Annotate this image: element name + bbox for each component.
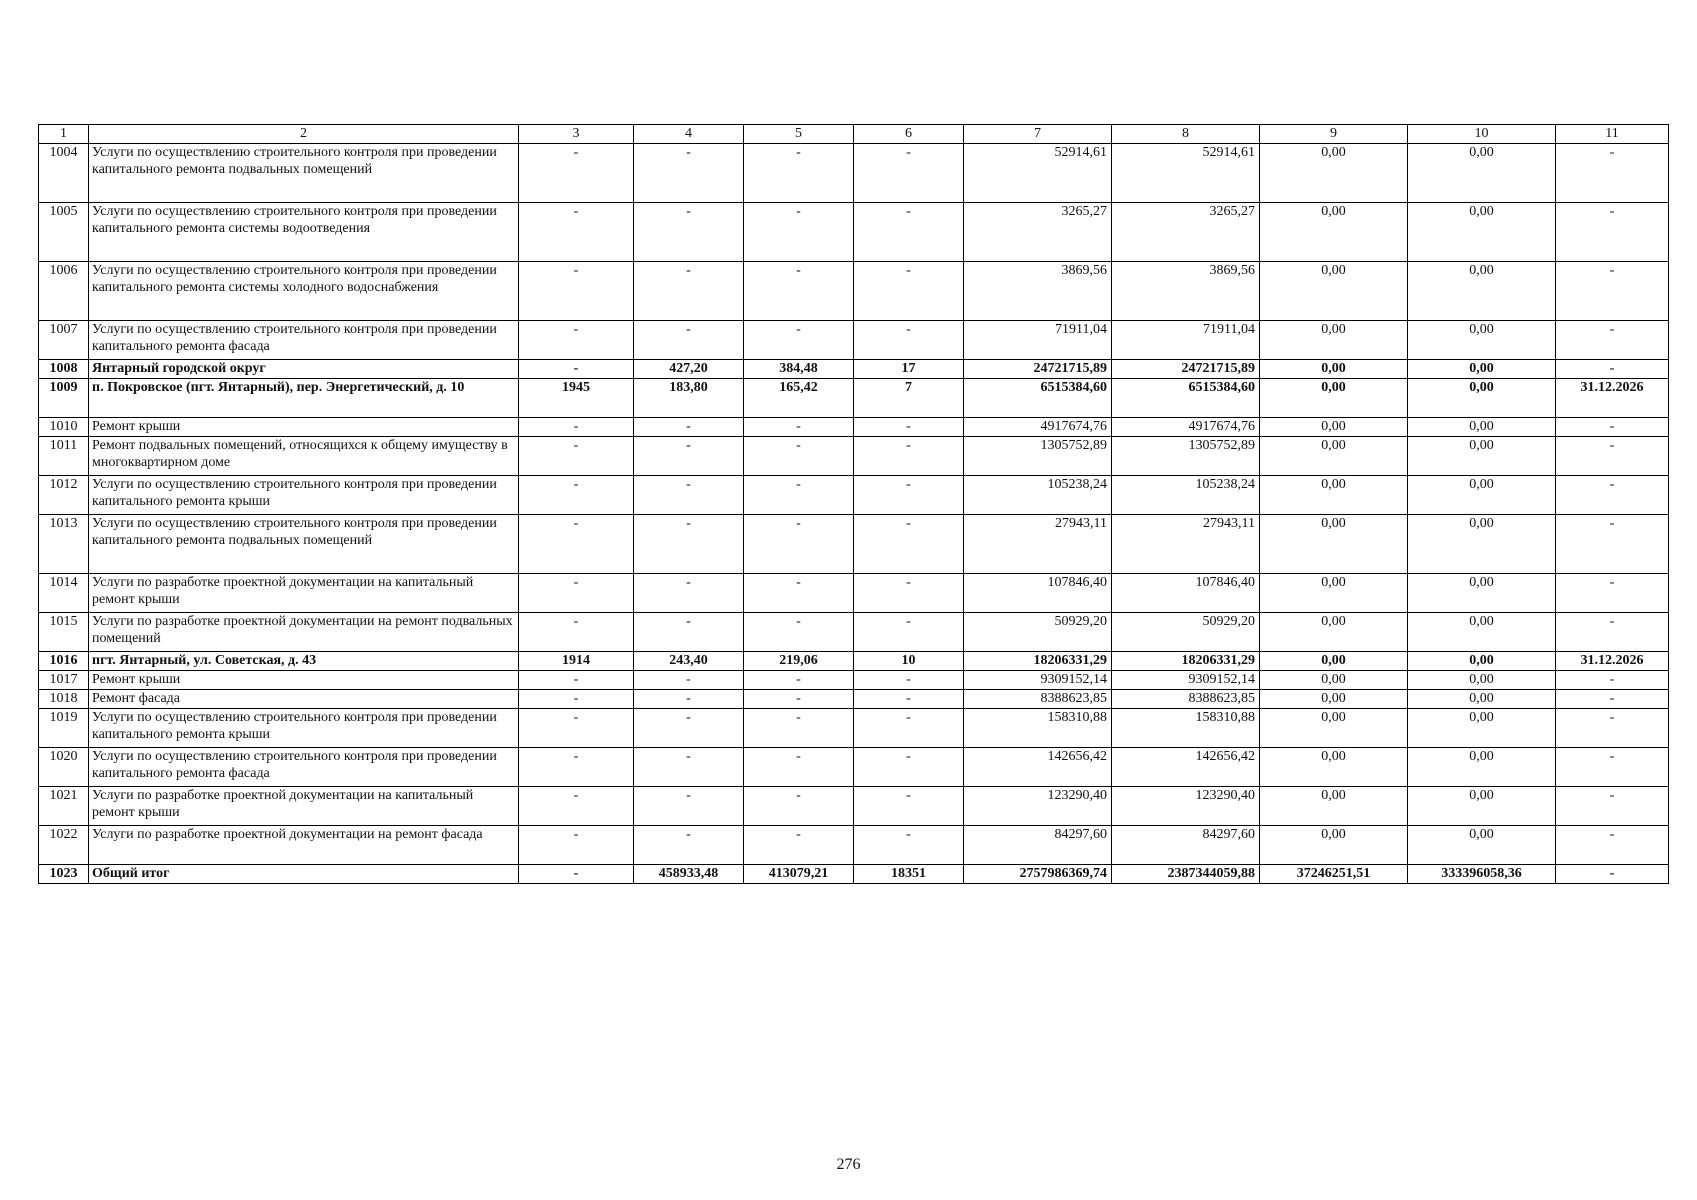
col8-cell: 52914,61: [1112, 144, 1260, 203]
row-number: 1022: [39, 826, 89, 865]
col4-cell: -: [634, 787, 744, 826]
col4-cell: -: [634, 574, 744, 613]
col3-cell: 1945: [519, 379, 634, 418]
col6-cell: -: [854, 321, 964, 360]
col4-cell: -: [634, 748, 744, 787]
col10-cell: 0,00: [1408, 515, 1556, 574]
col11-cell: -: [1556, 709, 1669, 748]
col7-cell: 50929,20: [964, 613, 1112, 652]
col8-cell: 71911,04: [1112, 321, 1260, 360]
col6-cell: 18351: [854, 865, 964, 884]
col10-cell: 0,00: [1408, 379, 1556, 418]
col11-cell: 31.12.2026: [1556, 652, 1669, 671]
col3-cell: -: [519, 748, 634, 787]
col5-cell: -: [744, 203, 854, 262]
row-description: Услуги по осуществлению строительного контроля при проведении капитального ремонта системы водоотведения: [89, 203, 519, 262]
col10-cell: 0,00: [1408, 574, 1556, 613]
header-cell: 8: [1112, 125, 1260, 144]
col4-cell: -: [634, 671, 744, 690]
col10-cell: 0,00: [1408, 437, 1556, 476]
table-row: [39, 144, 1669, 203]
col6-cell: 10: [854, 652, 964, 671]
col6-cell: 17: [854, 360, 964, 379]
col9-cell: 0,00: [1260, 418, 1408, 437]
col3-cell: -: [519, 476, 634, 515]
col5-cell: -: [744, 476, 854, 515]
col6-cell: -: [854, 437, 964, 476]
col8-cell: 24721715,89: [1112, 360, 1260, 379]
col10-cell: 0,00: [1408, 262, 1556, 321]
table-row: [39, 709, 1669, 748]
col5-cell: -: [744, 671, 854, 690]
col11-cell: -: [1556, 787, 1669, 826]
col4-cell: -: [634, 144, 744, 203]
col7-cell: 2757986369,74: [964, 865, 1112, 884]
col4-cell: 243,40: [634, 652, 744, 671]
col7-cell: 158310,88: [964, 709, 1112, 748]
col4-cell: -: [634, 321, 744, 360]
col8-cell: 84297,60: [1112, 826, 1260, 865]
col6-cell: -: [854, 515, 964, 574]
col6-cell: -: [854, 574, 964, 613]
col9-cell: 0,00: [1260, 360, 1408, 379]
table-row: [39, 865, 1669, 884]
col7-cell: 9309152,14: [964, 671, 1112, 690]
row-description: Услуги по разработке проектной документации на ремонт фасада: [89, 826, 519, 865]
table-row: [39, 826, 1669, 865]
col6-cell: -: [854, 709, 964, 748]
col3-cell: -: [519, 360, 634, 379]
row-description: Ремонт крыши: [89, 418, 519, 437]
col3-cell: -: [519, 262, 634, 321]
col9-cell: 0,00: [1260, 787, 1408, 826]
col5-cell: -: [744, 574, 854, 613]
col10-cell: 0,00: [1408, 826, 1556, 865]
table-row: [39, 574, 1669, 613]
row-number: 1007: [39, 321, 89, 360]
col5-cell: 165,42: [744, 379, 854, 418]
col3-cell: -: [519, 515, 634, 574]
data-table: [38, 124, 1669, 884]
col8-cell: 142656,42: [1112, 748, 1260, 787]
table-row: [39, 515, 1669, 574]
col3-cell: -: [519, 613, 634, 652]
row-number: 1015: [39, 613, 89, 652]
col9-cell: 0,00: [1260, 379, 1408, 418]
row-description: пгт. Янтарный, ул. Советская, д. 43: [89, 652, 519, 671]
col8-cell: 3869,56: [1112, 262, 1260, 321]
col7-cell: 4917674,76: [964, 418, 1112, 437]
col3-cell: -: [519, 574, 634, 613]
col8-cell: 8388623,85: [1112, 690, 1260, 709]
col3-cell: -: [519, 709, 634, 748]
col11-cell: -: [1556, 574, 1669, 613]
row-number: 1018: [39, 690, 89, 709]
col5-cell: -: [744, 613, 854, 652]
col5-cell: -: [744, 418, 854, 437]
col3-cell: -: [519, 437, 634, 476]
col11-cell: -: [1556, 613, 1669, 652]
header-cell: 1: [39, 125, 89, 144]
col4-cell: 183,80: [634, 379, 744, 418]
col7-cell: 142656,42: [964, 748, 1112, 787]
row-description: Ремонт подвальных помещений, относящихся к общему имуществу в многоквартирном доме: [89, 437, 519, 476]
col10-cell: 333396058,36: [1408, 865, 1556, 884]
table-row: [39, 262, 1669, 321]
col7-cell: 84297,60: [964, 826, 1112, 865]
row-description: Услуги по осуществлению строительного контроля при проведении капитального ремонта фасада: [89, 321, 519, 360]
col6-cell: -: [854, 787, 964, 826]
row-number: 1012: [39, 476, 89, 515]
col10-cell: 0,00: [1408, 787, 1556, 826]
col9-cell: 37246251,51: [1260, 865, 1408, 884]
row-description: п. Покровское (пгт. Янтарный), пер. Энергетический, д. 10: [89, 379, 519, 418]
col7-cell: 24721715,89: [964, 360, 1112, 379]
col11-cell: 31.12.2026: [1556, 379, 1669, 418]
col11-cell: -: [1556, 262, 1669, 321]
row-number: 1006: [39, 262, 89, 321]
col4-cell: 458933,48: [634, 865, 744, 884]
col6-cell: -: [854, 613, 964, 652]
col6-cell: 7: [854, 379, 964, 418]
col4-cell: -: [634, 826, 744, 865]
col3-cell: -: [519, 690, 634, 709]
col3-cell: -: [519, 865, 634, 884]
row-description: Услуги по осуществлению строительного контроля при проведении капитального ремонта крыши: [89, 709, 519, 748]
header-cell: 4: [634, 125, 744, 144]
row-description: Услуги по осуществлению строительного контроля при проведении капитального ремонта подвальных помещений: [89, 515, 519, 574]
col4-cell: -: [634, 613, 744, 652]
row-description: Общий итог: [89, 865, 519, 884]
row-number: 1011: [39, 437, 89, 476]
col8-cell: 3265,27: [1112, 203, 1260, 262]
row-description: Услуги по разработке проектной документации на капитальный ремонт крыши: [89, 787, 519, 826]
row-description: Янтарный городской округ: [89, 360, 519, 379]
row-description: Услуги по разработке проектной документации на капитальный ремонт крыши: [89, 574, 519, 613]
table-row: [39, 379, 1669, 418]
col8-cell: 2387344059,88: [1112, 865, 1260, 884]
col11-cell: -: [1556, 515, 1669, 574]
col7-cell: 105238,24: [964, 476, 1112, 515]
col5-cell: -: [744, 748, 854, 787]
col3-cell: -: [519, 144, 634, 203]
col5-cell: -: [744, 262, 854, 321]
table-row: [39, 787, 1669, 826]
header-row: [39, 125, 1669, 144]
col6-cell: -: [854, 203, 964, 262]
row-number: 1014: [39, 574, 89, 613]
col7-cell: 3869,56: [964, 262, 1112, 321]
col8-cell: 4917674,76: [1112, 418, 1260, 437]
col7-cell: 71911,04: [964, 321, 1112, 360]
col8-cell: 9309152,14: [1112, 671, 1260, 690]
row-description: Услуги по осуществлению строительного контроля при проведении капитального ремонта крыши: [89, 476, 519, 515]
col9-cell: 0,00: [1260, 437, 1408, 476]
col5-cell: -: [744, 321, 854, 360]
table-row: [39, 748, 1669, 787]
col9-cell: 0,00: [1260, 144, 1408, 203]
col11-cell: -: [1556, 360, 1669, 379]
row-number: 1010: [39, 418, 89, 437]
col8-cell: 158310,88: [1112, 709, 1260, 748]
table-body: [39, 125, 1669, 884]
header-cell: 11: [1556, 125, 1669, 144]
col5-cell: -: [744, 787, 854, 826]
col3-cell: 1914: [519, 652, 634, 671]
row-description: Услуги по осуществлению строительного контроля при проведении капитального ремонта подвальных помещений: [89, 144, 519, 203]
table-row: [39, 418, 1669, 437]
table-row: [39, 613, 1669, 652]
row-number: 1004: [39, 144, 89, 203]
col5-cell: 219,06: [744, 652, 854, 671]
header-cell: 3: [519, 125, 634, 144]
col8-cell: 123290,40: [1112, 787, 1260, 826]
row-number: 1008: [39, 360, 89, 379]
row-number: 1021: [39, 787, 89, 826]
page-number: 276: [836, 1156, 861, 1173]
col9-cell: 0,00: [1260, 709, 1408, 748]
col3-cell: -: [519, 418, 634, 437]
col11-cell: -: [1556, 203, 1669, 262]
row-description: Услуги по разработке проектной документации на ремонт подвальных помещений: [89, 613, 519, 652]
col6-cell: -: [854, 418, 964, 437]
col10-cell: 0,00: [1408, 748, 1556, 787]
table-row: [39, 476, 1669, 515]
col11-cell: -: [1556, 671, 1669, 690]
col4-cell: -: [634, 515, 744, 574]
col4-cell: -: [634, 203, 744, 262]
col4-cell: -: [634, 262, 744, 321]
col8-cell: 18206331,29: [1112, 652, 1260, 671]
col5-cell: -: [744, 515, 854, 574]
row-number: 1016: [39, 652, 89, 671]
header-cell: 6: [854, 125, 964, 144]
row-number: 1019: [39, 709, 89, 748]
col11-cell: -: [1556, 476, 1669, 515]
col4-cell: -: [634, 418, 744, 437]
col10-cell: 0,00: [1408, 613, 1556, 652]
col7-cell: 18206331,29: [964, 652, 1112, 671]
col3-cell: -: [519, 203, 634, 262]
col8-cell: 105238,24: [1112, 476, 1260, 515]
col9-cell: 0,00: [1260, 748, 1408, 787]
col5-cell: 384,48: [744, 360, 854, 379]
col4-cell: -: [634, 709, 744, 748]
table-row: [39, 690, 1669, 709]
col10-cell: 0,00: [1408, 671, 1556, 690]
col11-cell: -: [1556, 865, 1669, 884]
header-cell: 2: [89, 125, 519, 144]
row-number: 1020: [39, 748, 89, 787]
col7-cell: 27943,11: [964, 515, 1112, 574]
header-cell: 9: [1260, 125, 1408, 144]
col5-cell: -: [744, 826, 854, 865]
col9-cell: 0,00: [1260, 515, 1408, 574]
row-number: 1023: [39, 865, 89, 884]
col7-cell: 52914,61: [964, 144, 1112, 203]
col3-cell: -: [519, 321, 634, 360]
col7-cell: 1305752,89: [964, 437, 1112, 476]
col11-cell: -: [1556, 321, 1669, 360]
col8-cell: 1305752,89: [1112, 437, 1260, 476]
col5-cell: -: [744, 144, 854, 203]
col11-cell: -: [1556, 437, 1669, 476]
table-row: [39, 360, 1669, 379]
col6-cell: -: [854, 826, 964, 865]
row-description: Ремонт фасада: [89, 690, 519, 709]
row-number: 1013: [39, 515, 89, 574]
col3-cell: -: [519, 787, 634, 826]
row-number: 1005: [39, 203, 89, 262]
row-description: Услуги по осуществлению строительного контроля при проведении капитального ремонта системы холодного водоснабжения: [89, 262, 519, 321]
col4-cell: -: [634, 437, 744, 476]
col11-cell: -: [1556, 826, 1669, 865]
col10-cell: 0,00: [1408, 144, 1556, 203]
row-number: 1009: [39, 379, 89, 418]
header-cell: 7: [964, 125, 1112, 144]
col8-cell: 50929,20: [1112, 613, 1260, 652]
col7-cell: 6515384,60: [964, 379, 1112, 418]
col9-cell: 0,00: [1260, 613, 1408, 652]
col4-cell: -: [634, 476, 744, 515]
row-number: 1017: [39, 671, 89, 690]
header-cell: 10: [1408, 125, 1556, 144]
col7-cell: 107846,40: [964, 574, 1112, 613]
col4-cell: -: [634, 690, 744, 709]
col9-cell: 0,00: [1260, 826, 1408, 865]
table-row: [39, 652, 1669, 671]
col5-cell: 413079,21: [744, 865, 854, 884]
col4-cell: 427,20: [634, 360, 744, 379]
col10-cell: 0,00: [1408, 321, 1556, 360]
col9-cell: 0,00: [1260, 262, 1408, 321]
col9-cell: 0,00: [1260, 574, 1408, 613]
table-row: [39, 671, 1669, 690]
col7-cell: 123290,40: [964, 787, 1112, 826]
col9-cell: 0,00: [1260, 203, 1408, 262]
table-row: [39, 437, 1669, 476]
col5-cell: -: [744, 709, 854, 748]
col11-cell: -: [1556, 144, 1669, 203]
header-cell: 5: [744, 125, 854, 144]
col8-cell: 27943,11: [1112, 515, 1260, 574]
col11-cell: -: [1556, 690, 1669, 709]
col7-cell: 8388623,85: [964, 690, 1112, 709]
col9-cell: 0,00: [1260, 476, 1408, 515]
col3-cell: -: [519, 826, 634, 865]
col9-cell: 0,00: [1260, 671, 1408, 690]
table-row: [39, 321, 1669, 360]
col6-cell: -: [854, 476, 964, 515]
col10-cell: 0,00: [1408, 709, 1556, 748]
row-description: Услуги по осуществлению строительного контроля при проведении капитального ремонта фасада: [89, 748, 519, 787]
col11-cell: -: [1556, 418, 1669, 437]
col8-cell: 107846,40: [1112, 574, 1260, 613]
col6-cell: -: [854, 748, 964, 787]
col5-cell: -: [744, 690, 854, 709]
row-description: Ремонт крыши: [89, 671, 519, 690]
col6-cell: -: [854, 262, 964, 321]
col6-cell: -: [854, 671, 964, 690]
col9-cell: 0,00: [1260, 321, 1408, 360]
col6-cell: -: [854, 690, 964, 709]
col6-cell: -: [854, 144, 964, 203]
col10-cell: 0,00: [1408, 360, 1556, 379]
col10-cell: 0,00: [1408, 418, 1556, 437]
col9-cell: 0,00: [1260, 652, 1408, 671]
col7-cell: 3265,27: [964, 203, 1112, 262]
col10-cell: 0,00: [1408, 652, 1556, 671]
col3-cell: -: [519, 671, 634, 690]
col5-cell: -: [744, 437, 854, 476]
col10-cell: 0,00: [1408, 476, 1556, 515]
col9-cell: 0,00: [1260, 690, 1408, 709]
col10-cell: 0,00: [1408, 203, 1556, 262]
col11-cell: -: [1556, 748, 1669, 787]
table-row: [39, 203, 1669, 262]
col8-cell: 6515384,60: [1112, 379, 1260, 418]
col10-cell: 0,00: [1408, 690, 1556, 709]
